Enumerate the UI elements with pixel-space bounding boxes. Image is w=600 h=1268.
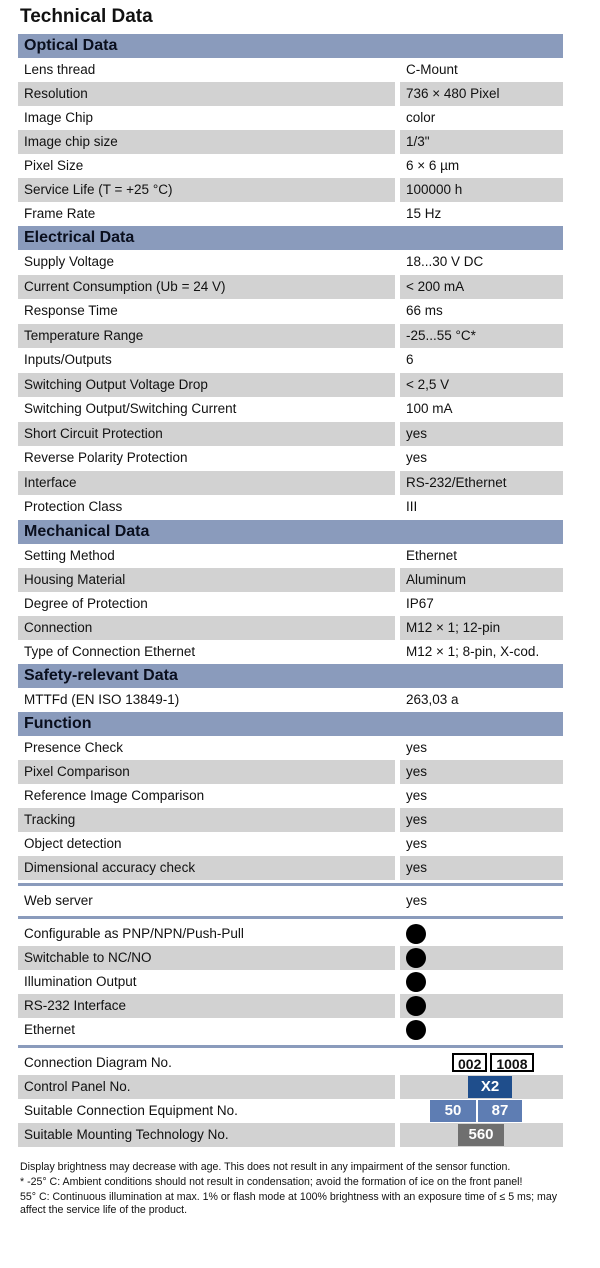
table-row <box>18 495 563 520</box>
table-row <box>18 106 563 130</box>
feature-indicator <box>400 970 563 994</box>
connection-diagram-code: 002 <box>452 1053 487 1072</box>
row-value: yes <box>406 763 428 779</box>
row-value: color <box>406 110 436 125</box>
filled-dot-icon <box>406 948 426 968</box>
table-row <box>18 832 563 856</box>
row-value: 66 ms <box>406 303 443 318</box>
table-row <box>18 760 563 784</box>
row-value: C-Mount <box>406 62 458 77</box>
table-row <box>18 592 563 616</box>
row-value: yes <box>406 835 428 851</box>
feature-rows <box>18 922 563 1042</box>
row-value: < 200 mA <box>406 278 465 294</box>
row-label: Reverse Polarity Protection <box>24 450 188 465</box>
table-row <box>18 922 563 946</box>
table-row <box>18 970 563 994</box>
equipment-code: 50 <box>430 1100 476 1122</box>
row-label: Illumination Output <box>24 973 137 989</box>
row-value: < 2,5 V <box>406 376 450 392</box>
row-label: Connection Diagram No. <box>24 1054 172 1070</box>
table-row <box>18 808 563 832</box>
separator-line <box>18 916 563 919</box>
row-label: Setting Method <box>24 547 115 563</box>
table-row <box>18 178 563 202</box>
table-row <box>18 784 563 808</box>
table-row <box>18 250 563 275</box>
table-row <box>18 616 563 640</box>
filled-dot-icon <box>406 972 426 992</box>
table-row <box>18 422 563 447</box>
connection-diagram-code: 1008 <box>490 1053 533 1072</box>
table-row <box>18 154 563 178</box>
page-title: Technical Data <box>20 6 153 27</box>
row-value: -25...55 °C* <box>406 327 476 343</box>
row-value: 18...30 V DC <box>406 254 484 269</box>
row-value: RS-232/Ethernet <box>406 474 507 490</box>
row-label: Switching Output Voltage Drop <box>24 376 208 392</box>
table-row <box>18 446 563 471</box>
row-label: Image Chip <box>24 110 94 125</box>
table-row <box>18 856 563 880</box>
footnote: * -25° C: Ambient conditions should not result in condensation; avoid the formation of ice on the front panel! <box>20 1175 523 1188</box>
table-row <box>18 544 563 568</box>
mounting-technology-row <box>18 1123 563 1147</box>
row-label: Ethernet <box>24 1021 76 1037</box>
table-row <box>18 348 563 373</box>
table-row <box>18 397 563 422</box>
row-label: Suitable Mounting Technology No. <box>24 1126 229 1142</box>
footnotes <box>18 1161 560 1217</box>
filled-dot-icon <box>406 924 426 944</box>
row-value: M12 × 1; 12-pin <box>406 619 501 635</box>
filled-dot-icon <box>406 1020 426 1040</box>
table-row <box>18 58 563 82</box>
feature-indicator <box>400 922 563 946</box>
row-label: Switchable to NC/NO <box>24 949 152 965</box>
row-value: yes <box>406 450 428 465</box>
row-label: Switching Output/Switching Current <box>24 401 237 416</box>
row-label: Dimensional accuracy check <box>24 859 196 875</box>
row-value: yes <box>406 892 428 908</box>
table-row <box>18 994 563 1018</box>
table-row <box>18 373 563 398</box>
optical-rows <box>18 58 563 226</box>
row-label: Web server <box>24 892 93 908</box>
section-safety-heading: Safety-relevant Data <box>18 664 563 688</box>
table-row <box>18 471 563 496</box>
row-label: Frame Rate <box>24 206 96 221</box>
mounting-technology-code: 560 <box>458 1124 504 1146</box>
mechanical-rows <box>18 544 563 664</box>
row-label: Temperature Range <box>24 327 144 343</box>
separator-line <box>18 1045 563 1048</box>
footnote: Display brightness may decrease with age. This does not result in any impairment of the sensor function. <box>20 1160 511 1173</box>
row-label: MTTFd (EN ISO 13849-1) <box>24 691 180 707</box>
table-row <box>18 275 563 300</box>
equipment-code: 87 <box>478 1100 522 1122</box>
row-value: 100000 h <box>406 182 463 197</box>
control-panel-row <box>18 1075 563 1099</box>
section-function-heading: Function <box>18 712 563 736</box>
row-value: 263,03 a <box>406 691 459 707</box>
row-label: Control Panel No. <box>24 1078 131 1094</box>
row-label: Pixel Size <box>24 158 84 173</box>
connection-equipment-row <box>18 1099 563 1123</box>
row-value: 736 × 480 Pixel <box>406 86 500 101</box>
table-row <box>18 640 563 664</box>
section-optical-heading: Optical Data <box>18 34 563 58</box>
table-row <box>18 568 563 592</box>
row-label: Response Time <box>24 303 118 318</box>
row-value: III <box>406 499 418 514</box>
row-label: Lens thread <box>24 62 96 77</box>
row-label: Presence Check <box>24 739 124 755</box>
row-value: Ethernet <box>406 547 458 563</box>
electrical-rows <box>18 250 563 520</box>
table-row <box>18 736 563 760</box>
row-value: Aluminum <box>406 571 467 587</box>
row-value: IP67 <box>406 595 434 611</box>
table-row <box>18 82 563 106</box>
row-label: Reference Image Comparison <box>24 787 205 803</box>
row-label: RS-232 Interface <box>24 997 127 1013</box>
row-label: Object detection <box>24 835 122 851</box>
feature-indicator <box>400 1018 563 1042</box>
row-label: Degree of Protection <box>24 595 148 611</box>
row-label: Type of Connection Ethernet <box>24 643 196 659</box>
table-row <box>18 324 563 349</box>
safety-rows <box>18 688 563 712</box>
row-label: Current Consumption (Ub = 24 V) <box>24 278 226 294</box>
row-label: Image chip size <box>24 134 118 149</box>
row-label: Suitable Connection Equipment No. <box>24 1102 238 1118</box>
row-label: Protection Class <box>24 499 123 514</box>
row-label: Resolution <box>24 86 88 101</box>
row-label: Supply Voltage <box>24 254 115 269</box>
section-mechanical-heading: Mechanical Data <box>18 520 563 544</box>
connection-diagram-row <box>18 1051 563 1075</box>
table-row <box>18 688 563 712</box>
row-value: 1/3" <box>406 134 430 149</box>
row-label: Tracking <box>24 811 76 827</box>
row-label: Inputs/Outputs <box>24 352 112 367</box>
table-row <box>18 1018 563 1042</box>
row-label: Pixel Comparison <box>24 763 130 779</box>
row-value: yes <box>406 787 428 803</box>
row-value: yes <box>406 425 428 441</box>
table-row <box>18 946 563 970</box>
row-label: Connection <box>24 619 93 635</box>
row-value: 100 mA <box>406 401 453 416</box>
filled-dot-icon <box>406 996 426 1016</box>
feature-indicator <box>400 946 563 970</box>
control-panel-code: X2 <box>468 1076 512 1098</box>
row-value: 6 <box>406 352 414 367</box>
function-rows <box>18 736 563 880</box>
row-value: M12 × 1; 8-pin, X-cod. <box>406 643 540 659</box>
row-label: Housing Material <box>24 571 126 587</box>
table-row <box>18 202 563 226</box>
row-label: Configurable as PNP/NPN/Push-Pull <box>24 925 244 941</box>
row-value: 15 Hz <box>406 206 442 221</box>
table-row <box>18 299 563 324</box>
row-value: yes <box>406 739 428 755</box>
row-value: yes <box>406 811 428 827</box>
row-value: 6 × 6 µm <box>406 158 460 173</box>
section-electrical-heading: Electrical Data <box>18 226 563 250</box>
row-value: yes <box>406 859 428 875</box>
feature-indicator <box>400 994 563 1018</box>
technical-data-sheet <box>18 0 563 1219</box>
row-label: Service Life (T = +25 °C) <box>24 182 173 197</box>
table-row-web-server <box>18 889 563 913</box>
table-row <box>18 130 563 154</box>
footnote: 55° C: Continuous illumination at max. 1% or flash mode at 100% brightness with an exposure time of ≤ 5 ms; may affect the service life of the product. <box>20 1190 558 1216</box>
row-label: Short Circuit Protection <box>24 425 163 441</box>
row-label: Interface <box>24 474 77 490</box>
separator-line <box>18 883 563 886</box>
